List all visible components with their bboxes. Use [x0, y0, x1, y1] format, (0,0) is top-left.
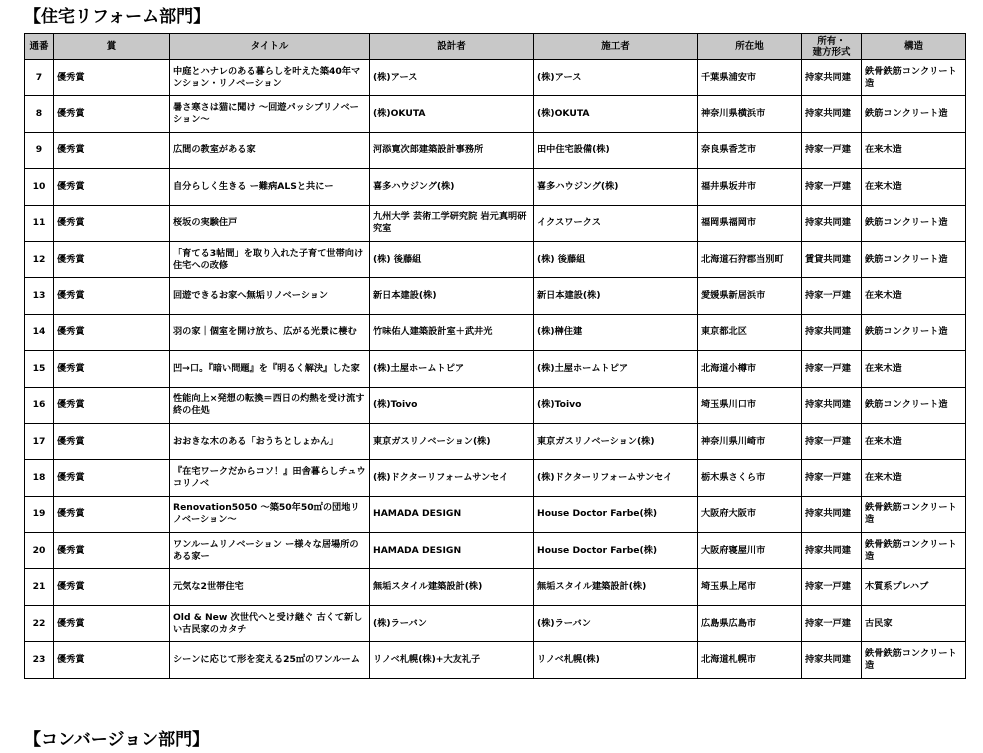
cell-designer: 九州大学 芸術工学研究院 岩元真明研究室 [370, 205, 534, 241]
cell-ownership: 持家共同建 [802, 205, 862, 241]
cell-builder: (株)OKUTA [534, 96, 698, 132]
cell-ownership: 持家一戸建 [802, 569, 862, 605]
cell-structure: 鉄筋コンクリート造 [862, 241, 966, 277]
table-row [25, 496, 966, 532]
table-row [25, 314, 966, 350]
table-row [25, 169, 966, 205]
cell-award: 優秀賞 [54, 278, 170, 314]
cell-builder: House Doctor Farbe(株) [534, 533, 698, 569]
cell-structure: 鉄筋コンクリート造 [862, 314, 966, 350]
cell-no: 12 [25, 241, 54, 277]
cell-title: 凹→口。『暗い問題』を『明るく解決』した家 [170, 351, 370, 387]
cell-title: 羽の家｜個室を開け放ち、広がる光景に棲む [170, 314, 370, 350]
cell-title: 「育てる3帖間」を取り入れた子育て世帯向け住宅への改修 [170, 241, 370, 277]
cell-ownership: 持家一戸建 [802, 132, 862, 168]
header-title: タイトル [170, 34, 370, 60]
header-location: 所在地 [698, 34, 802, 60]
cell-award: 優秀賞 [54, 642, 170, 678]
table-row [25, 387, 966, 423]
cell-ownership: 持家一戸建 [802, 605, 862, 641]
cell-ownership: 持家共同建 [802, 60, 862, 96]
cell-designer: (株)土屋ホームトピア [370, 351, 534, 387]
cell-builder: 喜多ハウジング(株) [534, 169, 698, 205]
cell-builder: (株)榊住建 [534, 314, 698, 350]
cell-title: Old & New 次世代へと受け継ぐ 古くて新しい古民家のカタチ [170, 605, 370, 641]
cell-location: 栃木県さくら市 [698, 460, 802, 496]
cell-designer: 無垢スタイル建築設計(株) [370, 569, 534, 605]
cell-location: 大阪府寝屋川市 [698, 533, 802, 569]
header-ownership [802, 34, 862, 60]
cell-builder: House Doctor Farbe(株) [534, 496, 698, 532]
cell-designer: 喜多ハウジング(株) [370, 169, 534, 205]
header-award: 賞 [54, 34, 170, 60]
table-row [25, 569, 966, 605]
cell-ownership: 持家共同建 [802, 533, 862, 569]
table-row [25, 351, 966, 387]
cell-no: 15 [25, 351, 54, 387]
cell-location: 広島県広島市 [698, 605, 802, 641]
cell-structure: 在来木造 [862, 423, 966, 459]
cell-location: 北海道小樽市 [698, 351, 802, 387]
header-structure: 構造 [862, 34, 966, 60]
cell-award: 優秀賞 [54, 96, 170, 132]
cell-designer: 河添寛次郎建築設計事務所 [370, 132, 534, 168]
cell-title: 暑さ寒さは猫に聞け 〜回遊パッシブリノベーション〜 [170, 96, 370, 132]
cell-location: 奈良県香芝市 [698, 132, 802, 168]
cell-builder: 東京ガスリノベーション(株) [534, 423, 698, 459]
cell-designer: (株)ラーバン [370, 605, 534, 641]
cell-designer: (株)ドクターリフォームサンセイ [370, 460, 534, 496]
awards-table [24, 33, 966, 679]
cell-ownership: 持家一戸建 [802, 169, 862, 205]
cell-location: 大阪府大阪市 [698, 496, 802, 532]
cell-builder: (株)ラーバン [534, 605, 698, 641]
cell-no: 11 [25, 205, 54, 241]
cell-ownership: 持家一戸建 [802, 278, 862, 314]
table-row [25, 642, 966, 678]
table-header-row [25, 34, 966, 60]
table-row [25, 241, 966, 277]
header-ownership-line1: 所有・ [817, 35, 846, 47]
cell-location: 埼玉県川口市 [698, 387, 802, 423]
cell-structure: 鉄骨鉄筋コンクリート造 [862, 533, 966, 569]
table-row [25, 605, 966, 641]
cell-title: ワンルームリノベーション ー様々な居場所のある家ー [170, 533, 370, 569]
cell-no: 13 [25, 278, 54, 314]
header-ownership-line2: 建方形式 [812, 46, 851, 58]
cell-award: 優秀賞 [54, 314, 170, 350]
cell-no: 8 [25, 96, 54, 132]
cell-designer: 竹味佑人建築設計室＋武井光 [370, 314, 534, 350]
cell-structure: 鉄筋コンクリート造 [862, 96, 966, 132]
cell-builder: 無垢スタイル建築設計(株) [534, 569, 698, 605]
cell-structure: 在来木造 [862, 351, 966, 387]
cell-location: 北海道石狩郡当別町 [698, 241, 802, 277]
cell-award: 優秀賞 [54, 387, 170, 423]
cell-ownership: 持家共同建 [802, 496, 862, 532]
cell-designer: リノベ札幌(株)+大友礼子 [370, 642, 534, 678]
table-row [25, 423, 966, 459]
cell-title: おおきな木のある「おうちとしょかん」 [170, 423, 370, 459]
cell-builder: (株)Toivo [534, 387, 698, 423]
cell-designer: (株)Toivo [370, 387, 534, 423]
cell-title: 性能向上×発想の転換＝西日の灼熱を受け流す終の住処 [170, 387, 370, 423]
table-row [25, 460, 966, 496]
cell-designer: (株)OKUTA [370, 96, 534, 132]
cell-award: 優秀賞 [54, 241, 170, 277]
cell-title: 元気な2世帯住宅 [170, 569, 370, 605]
cell-designer: 新日本建設(株) [370, 278, 534, 314]
cell-title: Renovation5050 〜築50年50㎡の団地リノベーション〜 [170, 496, 370, 532]
cell-location: 北海道札幌市 [698, 642, 802, 678]
cell-structure: 鉄筋コンクリート造 [862, 205, 966, 241]
cell-no: 18 [25, 460, 54, 496]
cell-structure: 鉄骨鉄筋コンクリート造 [862, 642, 966, 678]
cell-title: 自分らしく生きる ー難病ALSと共にー [170, 169, 370, 205]
cell-builder: (株)ドクターリフォームサンセイ [534, 460, 698, 496]
cell-no: 19 [25, 496, 54, 532]
cell-ownership: 賃貸共同建 [802, 241, 862, 277]
cell-builder: 新日本建設(株) [534, 278, 698, 314]
cell-no: 10 [25, 169, 54, 205]
cell-builder: イクスワークス [534, 205, 698, 241]
cell-award: 優秀賞 [54, 60, 170, 96]
header-builder: 施工者 [534, 34, 698, 60]
table-row [25, 205, 966, 241]
cell-no: 16 [25, 387, 54, 423]
header-no: 通番 [25, 34, 54, 60]
cell-builder: (株)土屋ホームトピア [534, 351, 698, 387]
cell-location: 東京都北区 [698, 314, 802, 350]
cell-location: 福井県坂井市 [698, 169, 802, 205]
cell-structure: 古民家 [862, 605, 966, 641]
cell-location: 埼玉県上尾市 [698, 569, 802, 605]
cell-structure: 在来木造 [862, 460, 966, 496]
cell-designer: HAMADA DESIGN [370, 533, 534, 569]
table-row [25, 278, 966, 314]
cell-no: 20 [25, 533, 54, 569]
cell-ownership: 持家一戸建 [802, 351, 862, 387]
cell-ownership: 持家共同建 [802, 314, 862, 350]
cell-structure: 鉄筋コンクリート造 [862, 387, 966, 423]
cell-location: 愛媛県新居浜市 [698, 278, 802, 314]
cell-no: 14 [25, 314, 54, 350]
cell-builder: (株) 後藤組 [534, 241, 698, 277]
section-title-conversion: 【コンバージョン部門】 [24, 730, 210, 750]
cell-ownership: 持家共同建 [802, 387, 862, 423]
cell-ownership: 持家一戸建 [802, 460, 862, 496]
cell-designer: (株) 後藤組 [370, 241, 534, 277]
cell-title: 『在宅ワークだからコソ！』田舎暮らしチュウコリノベ [170, 460, 370, 496]
cell-structure: 鉄骨鉄筋コンクリート造 [862, 496, 966, 532]
cell-ownership: 持家共同建 [802, 642, 862, 678]
cell-designer: (株)アース [370, 60, 534, 96]
section-title-residential-reform: 【住宅リフォーム部門】 [24, 7, 211, 27]
cell-no: 9 [25, 132, 54, 168]
cell-builder: (株)アース [534, 60, 698, 96]
cell-award: 優秀賞 [54, 460, 170, 496]
cell-title: 中庭とハナレのある暮らしを叶えた築40年マンション・リノベーション [170, 60, 370, 96]
cell-no: 21 [25, 569, 54, 605]
cell-structure: 鉄骨鉄筋コンクリート造 [862, 60, 966, 96]
table-row [25, 60, 966, 96]
cell-structure: 在来木造 [862, 278, 966, 314]
cell-no: 17 [25, 423, 54, 459]
cell-structure: 木質系プレハブ [862, 569, 966, 605]
cell-award: 優秀賞 [54, 496, 170, 532]
cell-no: 22 [25, 605, 54, 641]
header-designer: 設計者 [370, 34, 534, 60]
cell-no: 7 [25, 60, 54, 96]
cell-award: 優秀賞 [54, 569, 170, 605]
cell-designer: 東京ガスリノベーション(株) [370, 423, 534, 459]
table-row [25, 96, 966, 132]
cell-no: 23 [25, 642, 54, 678]
cell-builder: リノベ札幌(株) [534, 642, 698, 678]
cell-designer: HAMADA DESIGN [370, 496, 534, 532]
table-row [25, 132, 966, 168]
cell-location: 神奈川県横浜市 [698, 96, 802, 132]
cell-title: 回遊できるお家へ無垢リノベーション [170, 278, 370, 314]
table-row [25, 533, 966, 569]
cell-award: 優秀賞 [54, 205, 170, 241]
cell-location: 神奈川県川崎市 [698, 423, 802, 459]
cell-award: 優秀賞 [54, 351, 170, 387]
cell-title: シーンに応じて形を変える25㎡のワンルーム [170, 642, 370, 678]
cell-ownership: 持家一戸建 [802, 423, 862, 459]
cell-builder: 田中住宅設備(株) [534, 132, 698, 168]
cell-structure: 在来木造 [862, 169, 966, 205]
cell-award: 優秀賞 [54, 132, 170, 168]
cell-structure: 在来木造 [862, 132, 966, 168]
cell-location: 千葉県浦安市 [698, 60, 802, 96]
cell-ownership: 持家共同建 [802, 96, 862, 132]
cell-award: 優秀賞 [54, 605, 170, 641]
cell-award: 優秀賞 [54, 423, 170, 459]
cell-location: 福岡県福岡市 [698, 205, 802, 241]
cell-award: 優秀賞 [54, 533, 170, 569]
cell-award: 優秀賞 [54, 169, 170, 205]
cell-title: 桜坂の実験住戸 [170, 205, 370, 241]
cell-title: 広間の教室がある家 [170, 132, 370, 168]
